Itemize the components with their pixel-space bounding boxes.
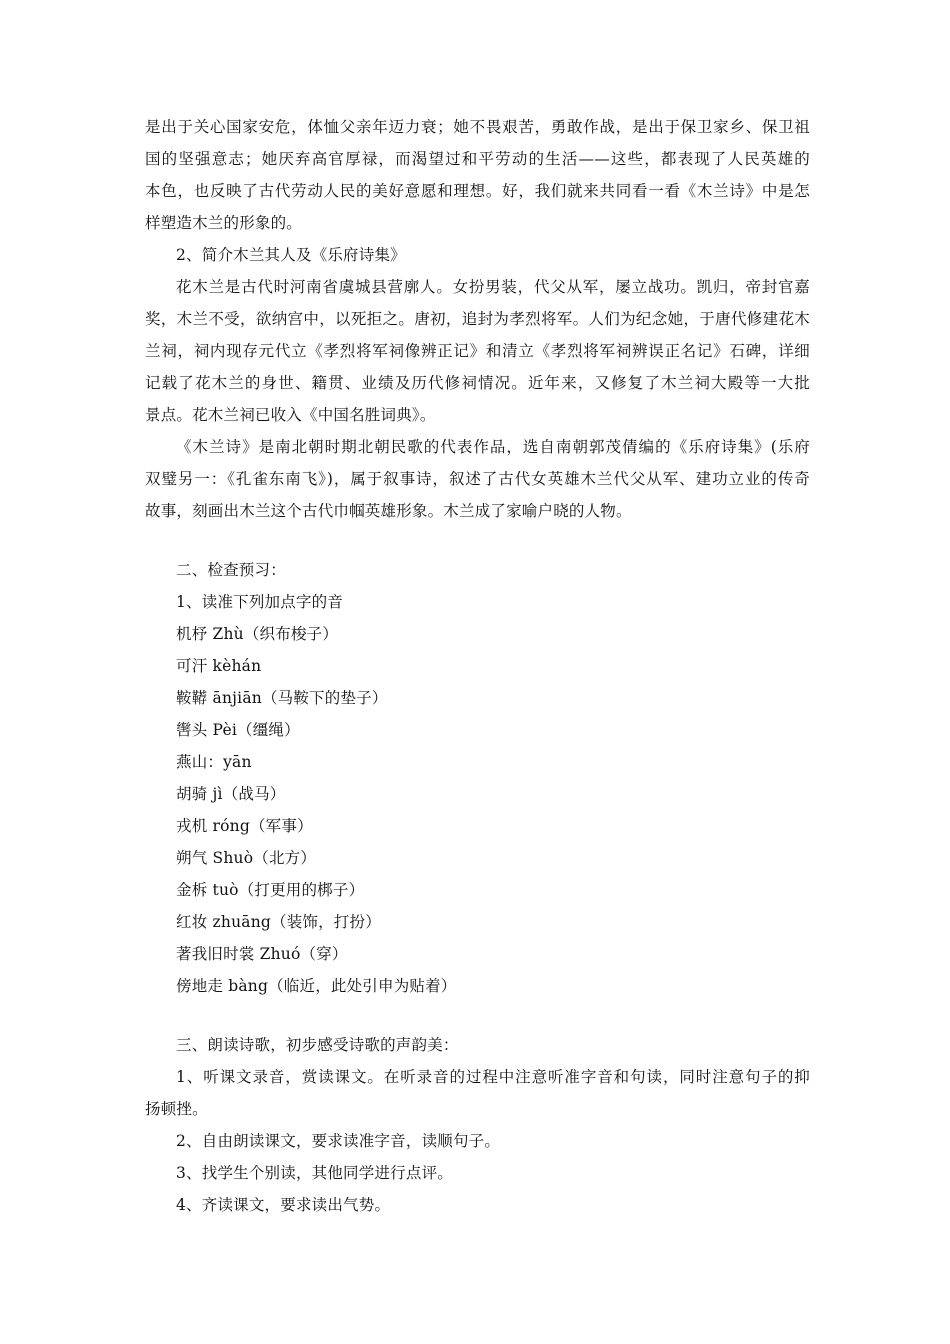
vocab-item: 燕山：yān (176, 753, 252, 771)
vocab-item: 戎机 róng（军事） (176, 817, 313, 835)
paragraph-line: 景点。花木兰祠已收入《中国名胜词典》。 (145, 406, 436, 424)
vocab-item: 傍地走 bàng（临近，此处引申为贴着） (176, 977, 457, 995)
reading-step: 3、找学生个别读，其他同学进行点评。 (176, 1164, 453, 1182)
section-heading-reading: 三、朗读诗歌，初步感受诗歌的声韵美： (176, 1036, 459, 1054)
paragraph-line: 奖，木兰不受，欲纳宫中，以死拒之。唐初，追封为孝烈将军。人们为纪念她，于唐代修建花木 (145, 310, 810, 328)
intro-line: 是出于关心国家安危，体恤父亲年迈力衰；她不畏艰苦，勇敢作战，是出于保卫家乡、保卫祖 (145, 118, 810, 136)
paragraph-line: 双璧另一：《孔雀东南飞》)，属于叙事诗，叙述了古代女英雄木兰代父从军、建功立业的传奇 (145, 470, 810, 488)
intro-line: 国的坚强意志；她厌弃高官厚禄，而渴望过和平劳动的生活——这些，都表现了人民英雄的 (145, 150, 810, 168)
intro-line: 本色，也反映了古代劳动人民的美好意愿和理想。好，我们就来共同看一看《木兰诗》中是怎 (145, 182, 810, 200)
paragraph-line: 故事，刻画出木兰这个古代巾帼英雄形象。木兰成了家喻户晓的人物。 (145, 502, 632, 520)
paragraph-line: 《木兰诗》是南北朝时期北朝民歌的代表作品，选自南朝郭茂倩编的《乐府诗集》(乐府 (176, 438, 810, 456)
reading-step: 2、自由朗读课文，要求读准字音，读顺句子。 (176, 1132, 501, 1150)
reading-step: 1、听课文录音，赏读课文。在听录音的过程中注意听准字音和句读，同时注意句子的抑 (176, 1068, 810, 1086)
vocab-item: 可汗 kèhán (176, 657, 262, 675)
vocab-item: 鞍鞯 ānjiān（马鞍下的垫子） (176, 689, 388, 707)
vocab-item: 著我旧时裳 Zhuó（穿） (176, 945, 348, 963)
paragraph-line: 记载了花木兰的身世、籍贯、业绩及历代修祠情况。近年来，又修复了木兰祠大殿等一大批 (145, 374, 810, 392)
intro-line: 样塑造木兰的形象的。 (145, 214, 303, 232)
vocab-item: 胡骑 jì（战马） (176, 785, 286, 803)
vocab-item: 朔气 Shuò（北方） (176, 849, 317, 867)
vocab-item: 机杼 Zhù（织布梭子） (176, 625, 339, 643)
paragraph-line: 花木兰是古代时河南省虞城县营廓人。女扮男装，代父从军，屡立战功。凯归，帝封官嘉 (176, 278, 810, 296)
section-heading-preview-check: 二、检查预习： (176, 561, 286, 579)
reading-step: 4、齐读课文，要求读出气势。 (176, 1196, 391, 1214)
vocab-item: 金柝 tuò（打更用的梆子） (176, 881, 365, 899)
subheading-pronunciation: 1、读准下列加点字的音 (176, 593, 344, 611)
paragraph-line: 兰祠，祠内现存元代立《孝烈将军祠像辨正记》和清立《孝烈将军祠辨误正名记》石碑，详细 (145, 342, 810, 360)
section-heading-intro-mulan: 2、简介木兰其人及《乐府诗集》 (176, 246, 406, 264)
reading-step: 扬顿挫。 (145, 1100, 208, 1118)
vocab-item: 辔头 Pèi（缰绳） (176, 721, 300, 739)
vocab-item: 红妆 zhuāng（装饰，打扮） (176, 913, 381, 931)
